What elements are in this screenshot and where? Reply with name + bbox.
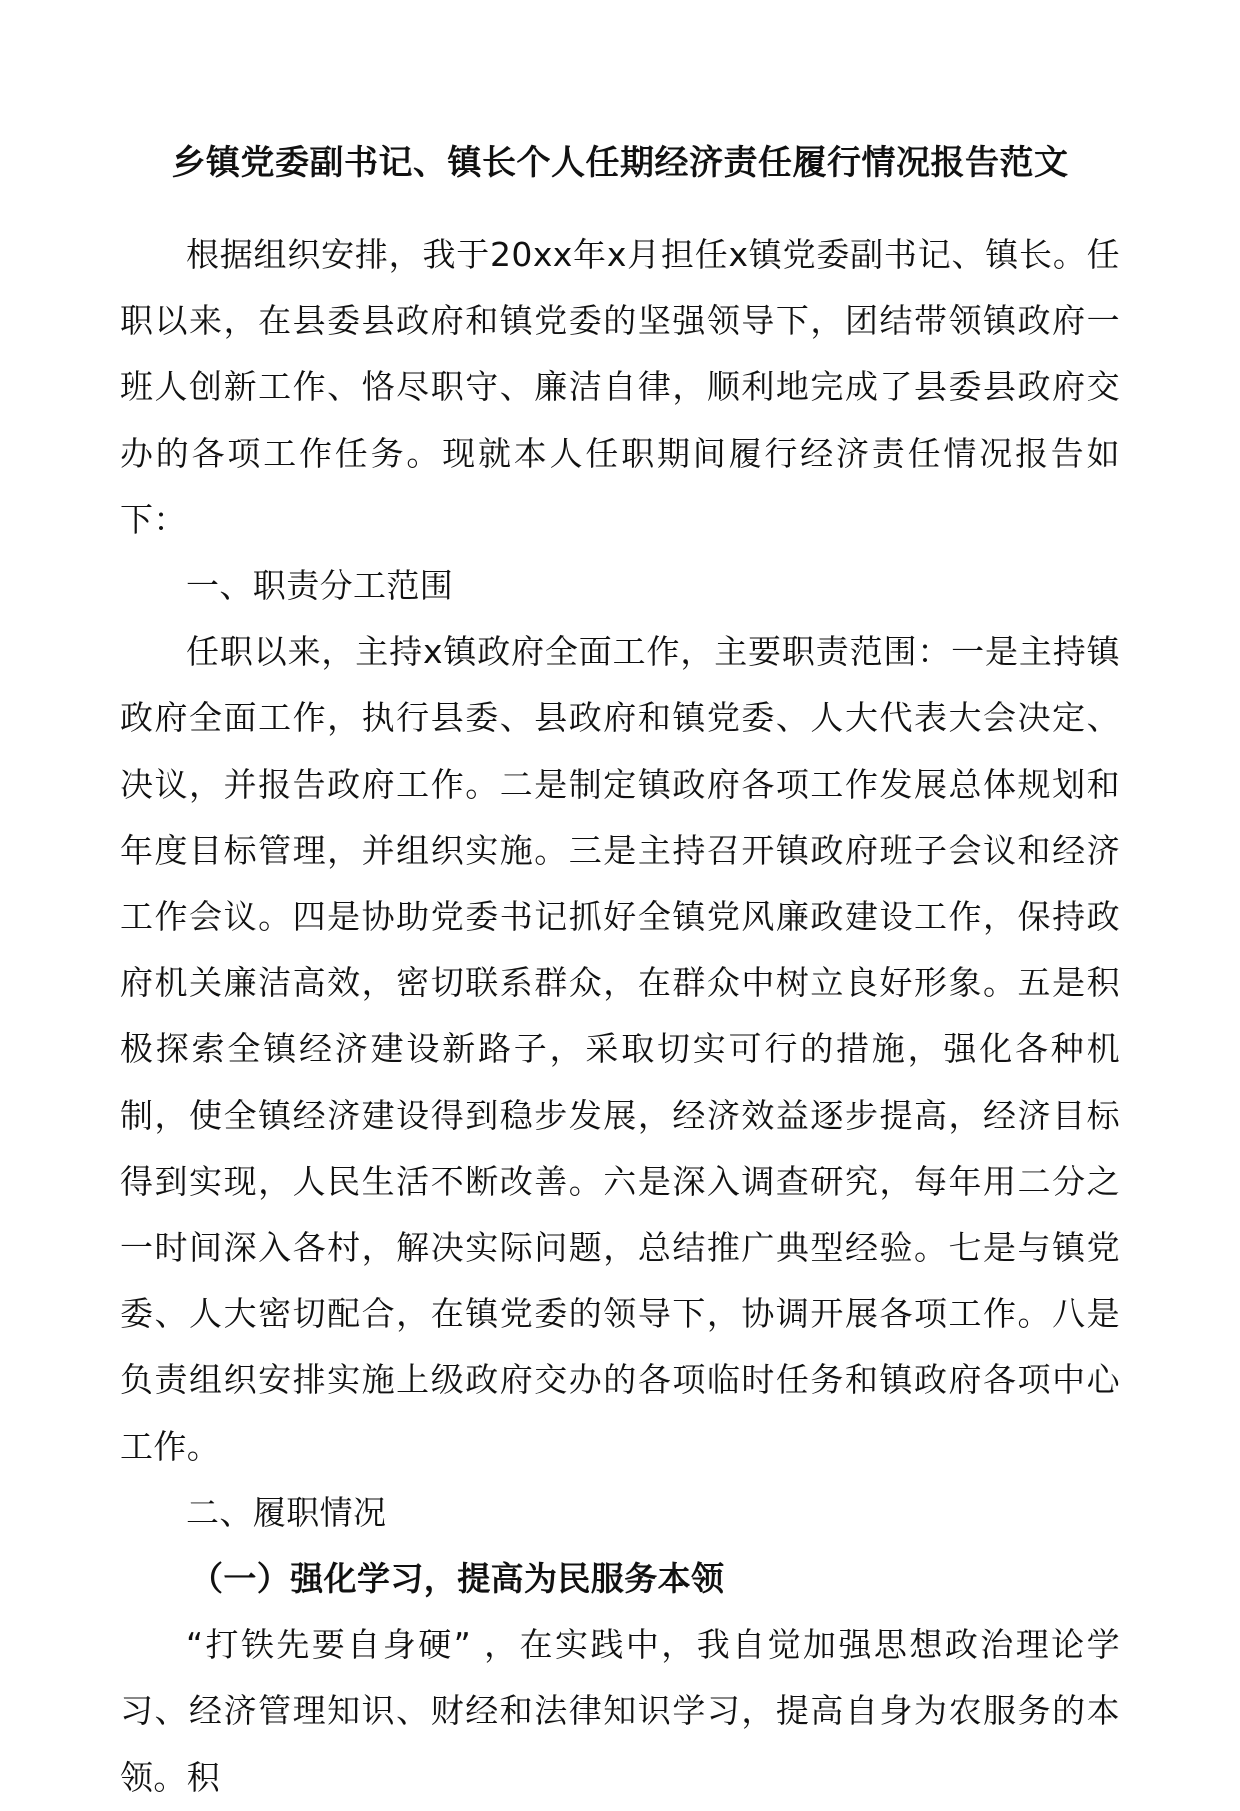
document-title: 乡镇党委副书记、镇长个人任期经济责任履行情况报告范文 xyxy=(171,143,1069,183)
document-body xyxy=(120,222,1120,1811)
section-heading-duties: 一、职责分工范围 xyxy=(186,566,454,606)
study-paragraph: “打铁先要自身硬” ，在实践中，我自觉加强思想政治理论学习、经济管理知识、财经和法律知识学习，提高自身为农服务的本领。积 xyxy=(120,1625,1120,1797)
section-heading-performance: 二、履职情况 xyxy=(186,1492,387,1532)
subsection-heading-study: （一）强化学习，提高为民服务本领 xyxy=(190,1559,725,1599)
duties-paragraph: 任职以来，主持x镇政府全面工作，主要职责范围：一是主持镇政府全面工作，执行县委、县政府和镇党委、人大代表大会决定、决议，并报告政府工作。二是制定镇政府各项工作发展总体规划和年度目标管理，并组织实施。三是主持召开镇政府班子会议和经济工作会议。四是协助党委书记抓好全镇党风廉政建设工作，保持政府机关廉洁高效，密切联系群众，在群众中树立良好形象。五是积极探索全镇经济建设新路子，采取切实可行的措施，强化各种机制，使全镇经济建设得到稳步发展，经济效益逐步提高，经济目标得到实现，人民生活不断改善。六是深入调查研究，每年用二分之一时间深入各村，解决实际问题，总结推广典型经验。七是与镇党委、人大密切配合，在镇党委的领导下，协调开展各项工作。八是负责组织安排实施上级政府交办的各项临时任务和镇政府各项中心工作。 xyxy=(120,632,1120,1466)
intro-paragraph: 根据组织安排，我于20xx年x月担任x镇党委副书记、镇长。任职以来，在县委县政府和镇党委的坚强领导下，团结带领镇政府一班人创新工作、恪尽职守、廉洁自律，顺利地完成了县委县政府交办的各项工作任务。现就本人任职期间履行经济责任情况报告如下： xyxy=(120,235,1120,539)
